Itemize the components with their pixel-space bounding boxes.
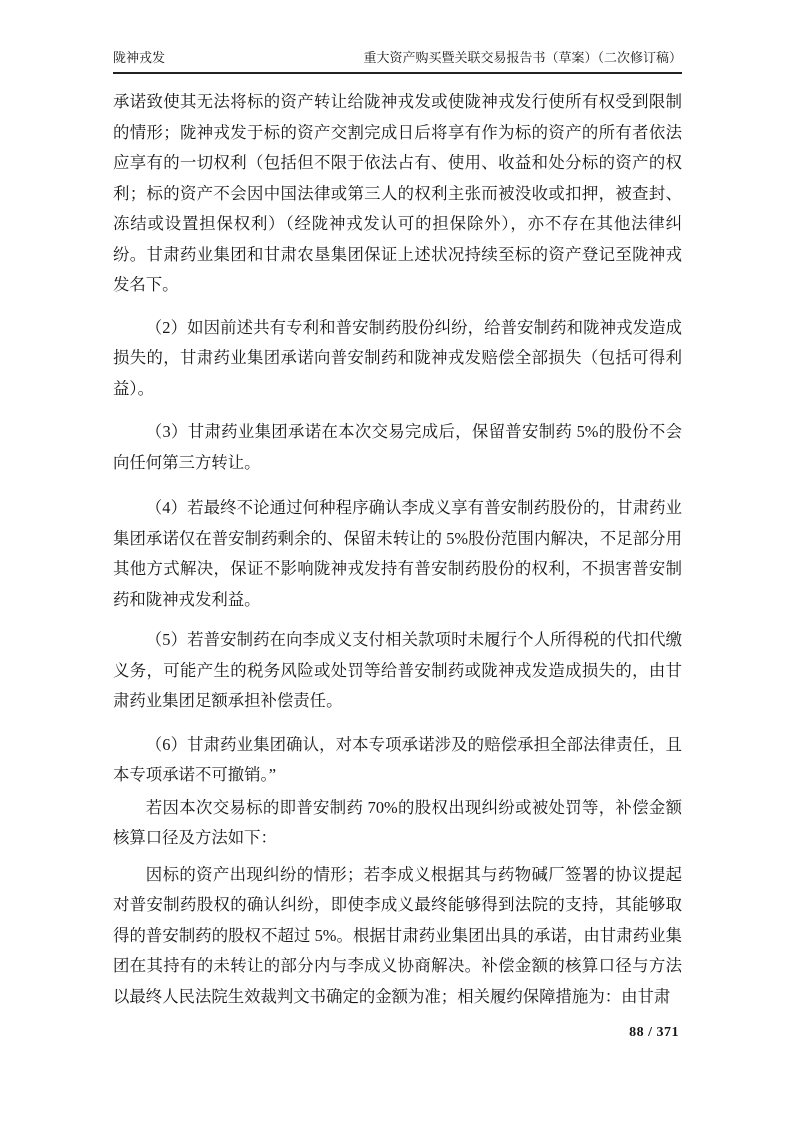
- body-paragraph-item-2: （2）如因前述共有专利和普安制药股份纠纷，给普安制药和陇神戎发造成损失的，甘肃药业集团承诺向普安制药和陇神戎发赔偿全部损失（包括可得利益）。: [113, 317, 682, 398]
- page-footer: [629, 1025, 679, 1041]
- header-right-title: 重大资产购买暨关联交易报告书（草案）（二次修订稿）: [363, 50, 682, 65]
- body-paragraph-item-6: （6）甘肃药业集团确认，对本专项承诺涉及的赔偿承担全部法律责任，且本专项承诺不可撤销。”: [113, 734, 682, 784]
- body-paragraph-continuation: 承诺致使其无法将标的资产转让给陇神戎发或使陇神戎发行使所有权受到限制的情形；陇神戎发于标的资产交割完成日后将享有作为标的资产的所有者依法应享有的一切权利（包括但不限于依法占有、使用、收益和处分标的资产的权利；标的资产不会因中国法律或第三人的权利主张而被没收或扣押，被查封、冻结或设置担保权利）（经陇神戎发认可的担保除外），亦不存在其他法律纠纷。甘肃药业集团和甘肃农垦集团保证上述状况持续至标的资产登记至陇神戎发名下。: [113, 92, 682, 294]
- body-paragraph-item-4: （4）若最终不论通过何种程序确认李成义享有普安制药股份的，甘肃药业集团承诺仅在普安制药剩余的、保留未转让的 5%股份范围内解决，不足部分用其他方式解决，保证不影响陇神戎发持有普安制药股份的权利，不损害普安制药和陇神戎发利益。: [113, 498, 682, 609]
- header-left-title: 陇神戎发: [113, 50, 166, 65]
- body-paragraph-dispute-detail: 因标的资产出现纠纷的情形；若李成义根据其与药物碱厂签署的协议提起对普安制药股权的确认纠纷，即使李成义最终能够得到法院的支持，其能够取得的普安制药的股权不超过 5%。根据甘肃药业集团出具的承诺，由甘肃药业集团在其持有的未转让的部分内与李成义协商解决。补偿金额的核算口径与方法以最终人民法院生效裁判文书确定的金额为准；相关履约保障措施为：由甘肃: [113, 864, 682, 1006]
- document-body: [113, 87, 682, 1012]
- body-paragraph-item-5: （5）若普安制药在向李成义支付相关款项时未履行个人所得税的代扣代缴义务，可能产生的税务风险或处罚等给普安制药或陇神戎发造成损失的，由甘肃药业集团足额承担补偿责任。: [113, 630, 682, 710]
- page-header: [113, 0, 682, 74]
- page-number: 88 / 371: [629, 1025, 679, 1040]
- body-paragraph-compensation-intro: 若因本次交易标的即普安制药 70%的股权出现纠纷或被处罚等，补偿金额核算口径及方法如下：: [113, 797, 682, 847]
- body-paragraph-item-3: （3）甘肃药业集团承诺在本次交易完成后，保留普安制药 5%的股份不会向任何第三方转让。: [113, 422, 682, 472]
